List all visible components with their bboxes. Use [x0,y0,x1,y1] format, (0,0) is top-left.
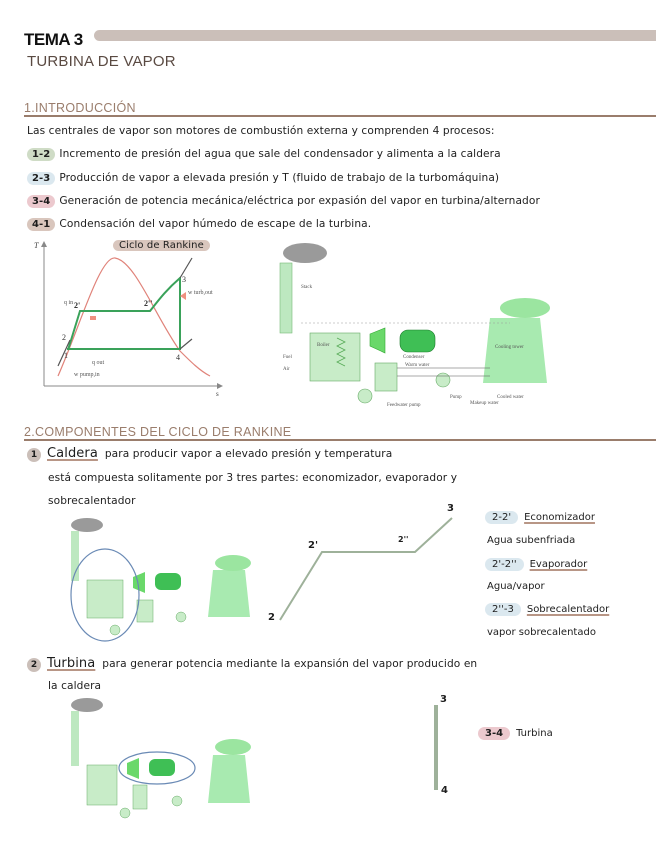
legend-badge: 2''-3 [485,603,521,616]
svg-text:w turb,out: w turb,out [188,290,213,296]
ts-diagram [30,236,230,396]
intro-text: Las centrales de vapor son motores de combustión externa y comprenden 4 procesos: [27,125,495,137]
svg-text:w pump,in: w pump,in [74,372,100,378]
component-title: Turbina [47,656,96,671]
svg-text:Pump: Pump [450,395,462,400]
path-point: 2' [308,540,319,551]
path-point: 2 [268,612,275,623]
process-text: Condensación del vapor húmedo de escape de la turbina. [59,218,372,230]
svg-text:Cooling tower: Cooling tower [495,345,524,350]
svg-text:q in: q in [64,300,74,306]
path-point: 2'' [398,535,409,544]
component-desc-line: la caldera [48,680,102,692]
section-heading-componentes: 2.COMPONENTES DEL CICLO DE RANKINE [24,425,292,439]
svg-text:Warm water: Warm water [405,363,430,368]
process-item [27,195,540,208]
legend-item-economizador [485,511,595,524]
page-subtitle: TURBINA DE VAPOR [27,53,176,70]
svg-text:Condenser: Condenser [403,355,425,360]
plant-diagram-boiler [65,515,255,645]
boiler-process-path [260,500,470,630]
component-desc-line: sobrecalentador [48,495,136,507]
svg-text:Stack: Stack [301,285,313,290]
cycle-label: Ciclo de Rankine [113,240,210,251]
svg-text:Air: Air [283,367,290,372]
process-badge: 2-3 [27,172,55,185]
legend-name: Turbina [516,728,553,739]
svg-text:Boiler: Boiler [317,343,330,348]
component-desc: para producir vapor a elevado presión y temperatura [104,448,393,460]
component-title: Caldera [47,446,98,461]
process-text: Incremento de presión del agua que sale del condensador y alimenta a la caldera [59,148,501,160]
plant-diagram-turbine [65,695,255,825]
svg-text:1: 1 [64,351,68,360]
title-bar-decoration [94,30,656,41]
component-number: 1 [27,448,41,462]
svg-text:Fuel: Fuel [283,355,292,360]
svg-text:Feedwater pump: Feedwater pump [387,403,421,408]
legend-badge: 2-2' [485,511,518,524]
path-point: 3 [440,694,447,705]
component-desc: para generar potencia mediante la expansión del vapor producido en [102,658,478,670]
svg-text:Makeup water: Makeup water [470,401,499,406]
legend-item-evaporador [485,558,587,571]
svg-text:2: 2 [62,333,66,342]
section-divider [24,439,656,441]
svg-text:3: 3 [182,275,186,284]
component-caldera-header [27,446,392,462]
legend-desc: vapor sobrecalentado [487,627,596,638]
process-item [27,148,501,161]
legend-desc: Agua subenfriada [487,535,576,546]
process-badge: 1-2 [27,148,55,161]
process-badge: 3-4 [27,195,55,208]
process-item [27,218,371,231]
svg-text:2'': 2'' [144,299,153,308]
svg-text:4: 4 [176,353,180,362]
section-heading-introduccion: 1.INTRODUCCIÓN [24,101,136,115]
svg-text:2': 2' [74,301,81,310]
process-badge: 4-1 [27,218,55,231]
legend-badge: 2'-2'' [485,558,524,571]
legend-name: Economizador [524,512,595,523]
process-text: Producción de vapor a elevada presión y T (fluido de trabajo de la turbomáquina) [59,172,500,184]
legend-item-sobrecalentador [485,603,609,616]
component-turbina-header [27,656,477,672]
component-desc-line: está compuesta solitamente por 3 tres partes: economizador, evaporador y [48,472,458,484]
legend-name: Evaporador [529,559,588,570]
page-title: TEMA 3 [24,30,83,49]
process-text: Generación de potencia mecánica/eléctrica por expasión del vapor en turbina/alternador [59,195,540,207]
section-divider [24,115,656,117]
path-point: 4 [441,785,448,796]
turbine-process-path [434,705,438,790]
path-point: 3 [447,503,454,514]
legend-name: Sobrecalentador [526,604,610,615]
legend-item-turbina [478,727,553,740]
process-item [27,172,499,185]
legend-desc: Agua/vapor [487,581,545,592]
svg-text:s: s [216,390,219,396]
component-number: 2 [27,658,41,672]
legend-badge: 3-4 [478,727,510,740]
power-plant-diagram [275,238,560,410]
svg-text:T: T [34,241,39,250]
svg-text:Cooled water: Cooled water [497,395,524,400]
svg-text:q out: q out [92,360,105,366]
